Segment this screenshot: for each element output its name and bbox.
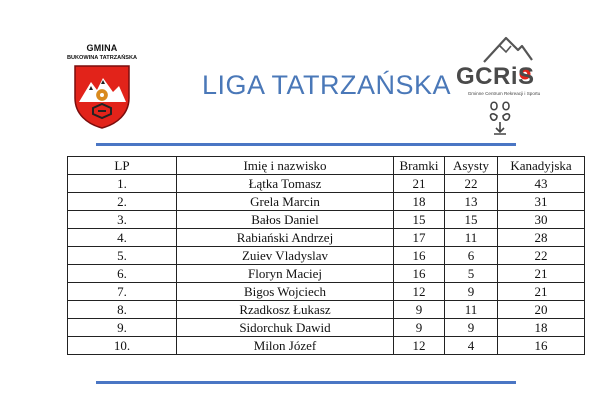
gmina-logo (56, 40, 148, 132)
cell-assists: 4 (445, 337, 498, 355)
header-lp: LP (68, 157, 177, 175)
gcris-brand: GCRiS (456, 63, 535, 90)
cell-goals: 9 (394, 301, 445, 319)
header-canadian: Kanadyjska (498, 157, 585, 175)
header-name: Imię i nazwisko (177, 157, 394, 175)
cell-canadian: 21 (498, 265, 585, 283)
header-assists: Asysty (445, 157, 498, 175)
cell-goals: 16 (394, 247, 445, 265)
cell-goals: 12 (394, 337, 445, 355)
gcris-subtitle: Gminne Centrum Rekreacji i Sportu (467, 91, 541, 96)
cell-assists: 22 (445, 175, 498, 193)
cell-goals: 18 (394, 193, 445, 211)
cell-name: Floryn Maciej (177, 265, 394, 283)
cell-canadian: 43 (498, 175, 585, 193)
cell-canadian: 30 (498, 211, 585, 229)
cell-lp: 6. (68, 265, 177, 283)
cell-assists: 5 (445, 265, 498, 283)
cell-assists: 9 (445, 283, 498, 301)
cell-name: Rabiański Andrzej (177, 229, 394, 247)
cell-name: Zuiev Vladyslav (177, 247, 394, 265)
cell-canadian: 28 (498, 229, 585, 247)
table-row (68, 175, 585, 193)
table-row (68, 193, 585, 211)
cell-goals: 15 (394, 211, 445, 229)
gcris-logo (448, 32, 556, 144)
cell-assists: 11 (445, 301, 498, 319)
cell-lp: 9. (68, 319, 177, 337)
cell-name: Grela Marcin (177, 193, 394, 211)
cell-goals: 16 (394, 265, 445, 283)
cell-assists: 13 (445, 193, 498, 211)
table-row (68, 301, 585, 319)
cell-canadian: 16 (498, 337, 585, 355)
gmina-logo-line1: GMINA (86, 43, 118, 53)
table-row (68, 229, 585, 247)
cell-lp: 2. (68, 193, 177, 211)
cell-assists: 9 (445, 319, 498, 337)
cell-lp: 8. (68, 301, 177, 319)
cell-lp: 5. (68, 247, 177, 265)
cell-canadian: 22 (498, 247, 585, 265)
cell-goals: 21 (394, 175, 445, 193)
cell-name: Rzadkosz Łukasz (177, 301, 394, 319)
cell-name: Milon Józef (177, 337, 394, 355)
table-body (68, 175, 585, 355)
cell-lp: 4. (68, 229, 177, 247)
cell-assists: 6 (445, 247, 498, 265)
scoring-table (67, 156, 585, 355)
cell-lp: 1. (68, 175, 177, 193)
table-header-row (68, 157, 585, 175)
table-row (68, 211, 585, 229)
cell-name: Łątka Tomasz (177, 175, 394, 193)
cell-goals: 17 (394, 229, 445, 247)
cell-lp: 3. (68, 211, 177, 229)
page-title: LIGA TATRZAŃSKA (202, 70, 452, 100)
bottom-divider (96, 381, 516, 384)
table-row (68, 265, 585, 283)
cell-name: Bałos Daniel (177, 211, 394, 229)
cell-assists: 11 (445, 229, 498, 247)
header-goals: Bramki (394, 157, 445, 175)
cell-canadian: 21 (498, 283, 585, 301)
table-row (68, 319, 585, 337)
cell-canadian: 20 (498, 301, 585, 319)
top-divider (96, 143, 516, 146)
cell-canadian: 18 (498, 319, 585, 337)
cell-goals: 9 (394, 319, 445, 337)
cell-goals: 12 (394, 283, 445, 301)
cell-canadian: 31 (498, 193, 585, 211)
cell-assists: 15 (445, 211, 498, 229)
coat-of-arms-icon (73, 64, 131, 130)
table-row (68, 283, 585, 301)
cell-name: Bigos Wojciech (177, 283, 394, 301)
cell-lp: 7. (68, 283, 177, 301)
table-row (68, 247, 585, 265)
table-row (68, 337, 585, 355)
gmina-logo-line2: BUKOWINA TATRZAŃSKA (66, 55, 138, 61)
cell-lp: 10. (68, 337, 177, 355)
cell-name: Sidorchuk Dawid (177, 319, 394, 337)
